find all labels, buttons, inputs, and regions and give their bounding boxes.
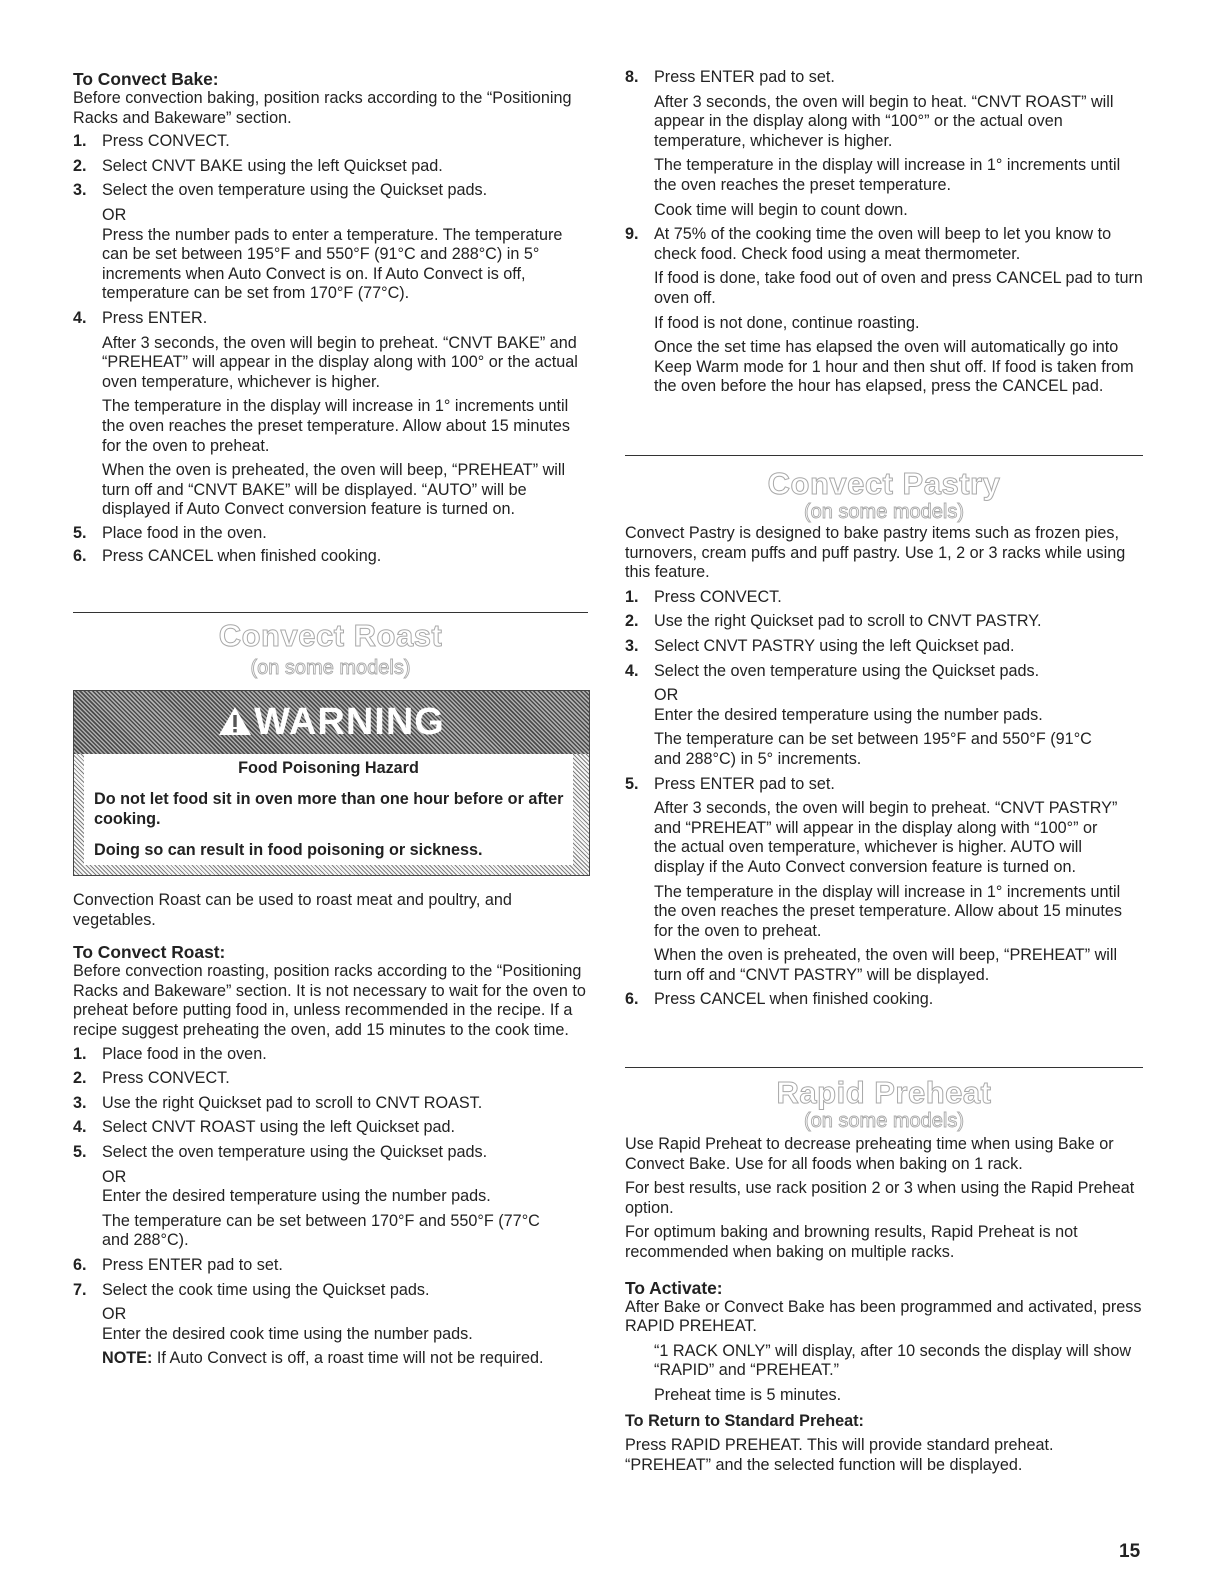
convect-roast-intro: Before convection roasting, position racks according to the “Positioning Racks and Bakeware” section. It is not necessary to wait for the oven to preheat before putting food in, unless recommended in the recipe. If a recipe suggest preheating the oven, add 15 minutes to the cook time.: [73, 962, 586, 1039]
warning-box: [73, 690, 590, 876]
step-detail: “1 RACK ONLY” will display, after 10 seconds the display will show “RAPID” and “PREHEAT.”: [654, 1341, 1132, 1380]
step-detail: The temperature in the display will increase in 1° increments until the oven reaches the preset temperature. Allow about 15 minutes for the oven to preheat.: [654, 882, 1122, 940]
activate-text: After Bake or Convect Bake has been programmed and activated, press RAPID PREHEAT.: [625, 1297, 1142, 1336]
step-detail: Preheat time is 5 minutes.: [654, 1385, 842, 1404]
convect-roast-heading: To Convect Roast:: [73, 942, 226, 963]
step-detail: Enter the desired temperature using the number pads.: [102, 1187, 491, 1206]
step-detail: When the oven is preheated, the oven will beep, “PREHEAT” will turn off and “CNVT PASTRY” will be displayed.: [654, 946, 1118, 984]
return-heading: To Return to Standard Preheat:: [625, 1411, 864, 1430]
warning-line-2: Doing so can result in food poisoning or sickness.: [94, 841, 483, 859]
step-detail: After 3 seconds, the oven will begin to preheat. “CNVT PASTRY” and “PREHEAT” will appear in the display along with “100°” or the actual oven temperature, whichever is higher. AUTO will display if the Auto Convect conversion feature is turned on.: [654, 799, 1118, 876]
section-divider: [625, 1067, 1143, 1068]
convect-pastry-title: Convect Pastry: [767, 466, 1001, 501]
hazard-label: Food Poisoning Hazard: [238, 759, 419, 777]
warning-title: WARNING: [74, 701, 589, 745]
return-text: Press RAPID PREHEAT. This will provide standard preheat. “PREHEAT” and the selected function will be displayed.: [625, 1436, 1054, 1474]
list-item: 4. Select the oven temperature using the Quickset pads.: [625, 661, 1040, 680]
step-detail: Once the set time has elapsed the oven will automatically go into Keep Warm mode for 1 hour and then shut off. If food is taken from the oven before the hour has elapsed, press the CANCEL pad.: [654, 338, 1134, 396]
list-item: 1. Press CONVECT.: [625, 587, 782, 606]
step-detail: The temperature can be set between 170°F and 550°F (77°C and 288°C).: [102, 1211, 540, 1250]
list-item: 1. Place food in the oven.: [73, 1044, 267, 1063]
convect-bake-heading: To Convect Bake:: [73, 69, 219, 89]
list-item: 6. Press CANCEL when finished cooking.: [73, 547, 382, 566]
list-item: 4. Press ENTER.: [73, 308, 208, 327]
step-detail: When the oven is preheated, the oven will beep, “PREHEAT” will turn off and “CNVT BAKE” will be displayed. “AUTO” will be displayed if Auto Convect conversion feature is turned on.: [102, 461, 566, 519]
step-detail: Enter the desired temperature using the number pads.: [654, 705, 1043, 724]
step-detail: If food is done, take food out of oven and press CANCEL pad to turn oven off.: [654, 269, 1143, 307]
section-divider: [73, 612, 588, 613]
convect-roast-title: Convect Roast: [218, 618, 443, 653]
warning-content: [84, 754, 573, 865]
list-item: 4. Select CNVT ROAST using the left Quickset pad.: [73, 1118, 455, 1137]
rapid-p3: For optimum baking and browning results, Rapid Preheat is not recommended when baking on multiple racks.: [625, 1223, 1078, 1261]
rapid-p2: For best results, use rack position 2 or 3 when using the Rapid Preheat option.: [625, 1179, 1135, 1217]
list-item: 3. Select the oven temperature using the Quickset pads.: [73, 181, 488, 200]
list-item: 1. Press CONVECT.: [73, 132, 230, 151]
step-detail: The temperature can be set between 195°F and 550°F (91°C and 288°C) in 5° increments.: [654, 730, 1092, 768]
step-detail: Cook time will begin to count down.: [654, 200, 908, 219]
or-text: OR: [102, 205, 127, 224]
rapid-preheat-subtitle: (on some models): [803, 1110, 965, 1132]
list-item: 2. Use the right Quickset pad to scroll to CNVT PASTRY.: [625, 612, 1042, 631]
left-column-lower: [73, 891, 588, 1369]
step-detail: After 3 seconds, the oven will begin to heat. “CNVT ROAST” will appear in the display along with “100°” or the actual oven temperature, whichever is higher.: [654, 92, 1114, 150]
list-item: 5. Press ENTER pad to set.: [625, 774, 835, 793]
list-item: 3. Use the right Quickset pad to scroll to CNVT ROAST.: [73, 1093, 483, 1112]
step-detail: The temperature in the display will increase in 1° increments until the oven reaches the preset temperature. Allow about 15 minutes for the oven to preheat.: [102, 397, 570, 455]
step-detail: The temperature in the display will increase in 1° increments until the oven reaches the preset temperature.: [654, 156, 1121, 194]
warning-line-1: Do not let food sit in oven more than one hour before or after cooking.: [94, 790, 564, 828]
or-text: OR: [102, 1167, 127, 1186]
pastry-intro: Convect Pastry is designed to bake pastry items such as frozen pies, turnovers, cream puffs and puff pastry. Use 1, 2 or 3 racks while using this feature.: [625, 524, 1126, 582]
convect-roast-subtitle: (on some models): [250, 657, 411, 679]
step-detail: Enter the desired cook time using the number pads.: [102, 1324, 473, 1343]
convect-pastry-subtitle: (on some models): [803, 501, 965, 523]
note: NOTE: If Auto Convect is off, a roast time will not be required.: [102, 1349, 544, 1368]
list-item: 2. Press CONVECT.: [73, 1069, 230, 1088]
step-detail: Press the number pads to enter a temperature. The temperature can be set between 195°F and 550°F (91°C and 288°C) in 5° increments when Auto Convect is on. If Auto Convect is off, temperature can be set from 170°F (77°C).: [102, 225, 563, 303]
list-item: 5. Place food in the oven.: [73, 523, 267, 542]
or-text: OR: [102, 1305, 127, 1324]
rapid-p1: Use Rapid Preheat to decrease preheating time when using Bake or Convect Bake. Use for all foods when baking on 1 rack.: [625, 1135, 1114, 1173]
warning-triangle-icon: [218, 703, 252, 745]
rapid-preheat-title: Rapid Preheat: [776, 1075, 992, 1110]
section-divider: [625, 455, 1143, 456]
warning-header: [74, 691, 589, 754]
roast-intro: Convection Roast can be used to roast meat and poultry, and vegetables.: [73, 891, 512, 929]
page-number: 15: [1119, 1541, 1141, 1562]
convect-bake-intro: Before convection baking, position racks according to the “Positioning Racks and Bakeware” section.: [73, 89, 572, 127]
list-item: 5. Select the oven temperature using the Quickset pads.: [73, 1142, 488, 1161]
list-item: 6. Press CANCEL when finished cooking.: [625, 990, 934, 1009]
step-detail: After 3 seconds, the oven will begin to preheat. “CNVT BAKE” and “PREHEAT” will appear in the display along with 100° or the actual oven temperature, whichever is higher.: [102, 333, 578, 391]
list-item: 3. Select CNVT PASTRY using the left Quickset pad.: [625, 636, 1015, 655]
list-item: 8. Press ENTER pad to set.: [625, 68, 835, 86]
list-item: 2. Select CNVT BAKE using the left Quickset pad.: [73, 156, 443, 175]
step-detail: If food is not done, continue roasting.: [654, 313, 920, 332]
list-item: 6. Press ENTER pad to set.: [73, 1255, 283, 1274]
list-item: 9. At 75% of the cooking time the oven will beep to let you know to check food. Check food using a meat thermometer.: [625, 225, 1112, 263]
or-text: OR: [654, 686, 679, 705]
activate-heading: To Activate:: [625, 1277, 723, 1298]
list-item: 7. Select the cook time using the Quickset pads.: [73, 1280, 430, 1299]
